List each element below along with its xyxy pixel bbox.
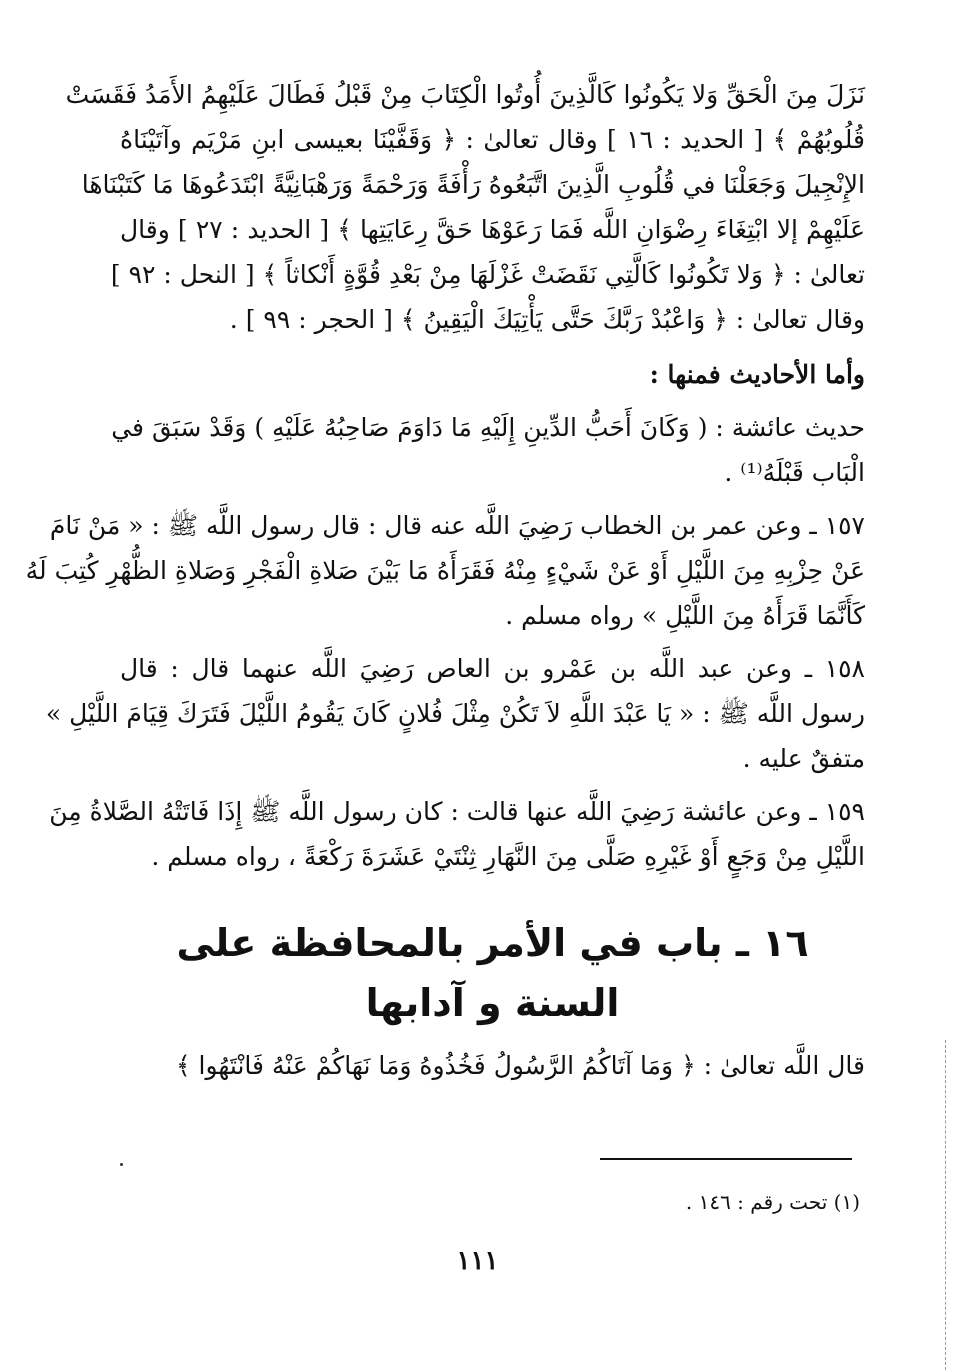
- chapter-verse-line: قال اللَّه تعالىٰ : ﴿ وَمَا آتَاكُمُ الرَّسُولُ فَخُذُوهُ وَمَا نَهَاكُمْ عَنْهُ فَانْتَهُوا ﴾: [175, 1051, 865, 1080]
- aisha-paragraph: [111, 405, 865, 495]
- text-line: كَأَنَّمَا قَرَأَهُ مِنَ اللَّيْلِ » رواه مسلم .: [505, 601, 865, 630]
- page-body: [25, 72, 865, 1088]
- footnote: (١) تحت رقم : ١٤٦ .: [685, 1190, 860, 1214]
- text-line: الْبَاب قَبْلَهُ⁽¹⁾ .: [724, 458, 865, 487]
- text-line: متفقٌ عليه .: [742, 744, 865, 773]
- text-line: نَزَلَ مِنَ الْحَقِّ وَلا يَكُونُوا كَالَّذِينَ أُوتُوا الْكِتَابَ مِنْ قَبْلُ فَطَالَ عَلَيْهِمُ الأَمَدُ فَقَسَتْ: [65, 80, 865, 109]
- chapter-heading: ١٦ ـ باب في الأمر بالمحافظة على السنة و آدابها: [176, 921, 809, 1025]
- speck-mark: [120, 1163, 123, 1166]
- text-line: حديث عائشة : ( وَكَانَ أَحَبُّ الدِّينِ إِلَيْهِ مَا دَاوَمَ صَاحِبُهُ عَلَيْهِ ) وَقَدْ سَبَقَ في: [111, 413, 865, 442]
- footnote-rule: [600, 1158, 852, 1160]
- text-line: عَنْ حِزْبِهِ مِنَ اللَّيْلِ أَوْ عَنْ شَيْءٍ مِنْهُ فَقَرَأَهُ مَا بَيْنَ صَلاةِ الْفَجْرِ وَصَلاةِ الظُّهْرِ كُتِبَ لَهُ: [25, 556, 865, 585]
- text-line: ١٥٩ ـ وعن عائشة رَضِيَ اللَّه عنها قالت : كان رسول اللَّه ﷺ إِذَا فَاتَتْهُ الصَّلاةُ مِنَ: [49, 797, 865, 826]
- text-line: وقال تعالىٰ : ﴿ وَاعْبُدْ رَبَّكَ حَتَّى يَأْتِيَكَ الْيَقِينُ ﴾ [ الحجر : ٩٩ ] .: [229, 305, 865, 334]
- intro-paragraph: [65, 72, 865, 342]
- text-line: تعالىٰ : ﴿ وَلا تَكُونُوا كَالَّتِي نَقَضَتْ غَزْلَهَا مِنْ بَعْدِ قُوَّةٍ أَنْكاثاً ﴾ [ النحل : ٩٢ ]: [110, 260, 865, 289]
- hadith-subheading: وأما الأحاديث فمنها :: [649, 360, 865, 389]
- hadith-157: [25, 503, 865, 638]
- scan-margin-line: [945, 1040, 946, 1370]
- text-line: ١٥٧ ـ وعن عمر بن الخطاب رَضِيَ اللَّه عنه قال : قال رسول اللَّه ﷺ : « مَنْ نَامَ: [49, 511, 865, 540]
- text-line: قُلُوبُهُمْ ﴾ [ الحديد : ١٦ ] وقال تعالىٰ : ﴿ وَقَفَّيْنَا بعيسى ابنِ مَرْيَم وآتَيْنَاهُ: [120, 125, 865, 154]
- hadith-158: [45, 646, 865, 781]
- hadith-159: [49, 789, 865, 879]
- text-line: عَلَيْهِمْ إلا ابْتِغَاءَ رِضْوَانِ اللَّه فَمَا رَعَوْهَا حَقَّ رِعَايَتِها ﴾ [ الحديد : ٢٧ ] وقال: [120, 215, 865, 244]
- text-line: اللَّيْلِ مِنْ وَجَعٍ أَوْ غَيْرِهِ صَلَّى مِنَ النَّهَارِ ثِنْتَيْ عَشَرَةَ رَكْعَةً ، رواه مسلم .: [151, 842, 865, 871]
- page-number: ١١١: [456, 1246, 499, 1276]
- text-line: رسول اللَّه ﷺ : « يَا عَبْدَ اللَّهِ لاَ تَكُنْ مِثْلَ فُلانٍ كَانَ يَقُومُ اللَّيْلَ فَتَرَكَ قِيَامَ اللَّيْلِ »: [45, 699, 865, 728]
- text-line: الإِنْجِيلَ وَجَعَلْنَا في قُلُوبِ الَّذِينَ اتَّبَعُوهُ رَأْفَةً وَرَحْمَةً وَرَهْبَانِيَّةً ابْتَدَعُوهَا مَا كَتَبْنَاهَا: [81, 170, 865, 199]
- text-line: ١٥٨ ـ وعن عبد اللَّه بن عَمْرو بن العاص رَضِيَ اللَّه عنهما قال : قال: [120, 654, 865, 683]
